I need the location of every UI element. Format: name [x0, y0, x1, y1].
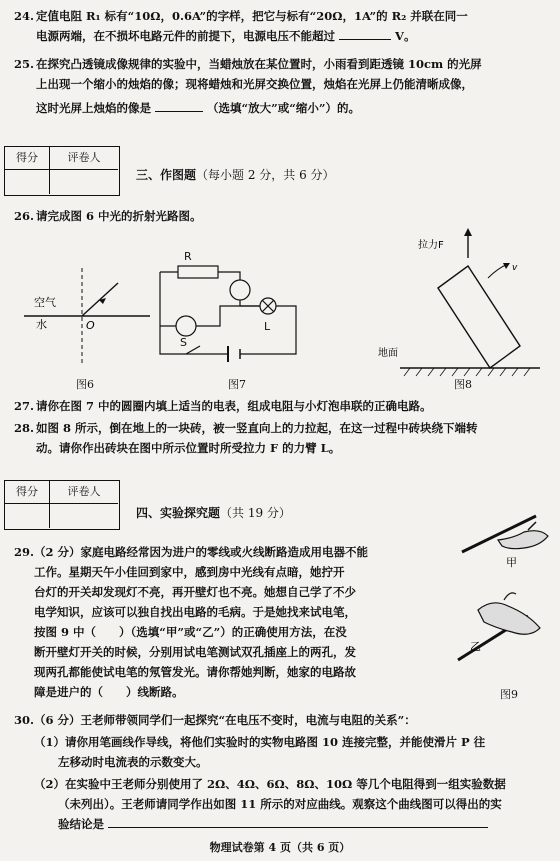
- q29-line1: （2 分）家庭电路经常因为进户的零线或火线断路造成用电器不能: [34, 545, 369, 559]
- fig7-caption: 图7: [228, 378, 246, 391]
- fig6-water-label: 水: [36, 318, 47, 331]
- fig9-yi-label: 乙: [470, 640, 481, 653]
- fig7-switch: [186, 346, 200, 354]
- section-4-title: 四、实验探究题: [136, 506, 221, 520]
- grader-cell[interactable]: [50, 170, 118, 194]
- q30-part2-line3: [58, 816, 488, 832]
- q25-line2: 上出现一个缩小的烛焰的像；现将蜡烛和光屏交换位置，烛焰在光屏上仍能清晰成像，: [36, 77, 473, 91]
- figures-6-7-8: [0, 228, 560, 400]
- q26-number: 26.: [14, 209, 35, 223]
- fig7-l-label: L: [264, 320, 271, 333]
- fig7-meter-circle-left: [176, 316, 196, 336]
- fig7-resistor: [178, 266, 218, 278]
- q28-line2: 动。请你作出砖块在图中所示位置时所受拉力 F 的力臂 L。: [36, 441, 341, 455]
- fig6-origin-label: O: [86, 319, 95, 332]
- q28-number: 28.: [14, 421, 35, 435]
- score-header: 得分: [5, 147, 50, 170]
- q29-number: 29.: [14, 545, 35, 559]
- q29-line7: 现两孔都能使试电笔的氖管发光。请你帮她判断，她家的电路故: [34, 665, 356, 679]
- fig6-incident-ray: [82, 283, 118, 316]
- score-table-1: [4, 146, 120, 196]
- q24-text: 电源两端，在不损坏电路元件的前提下，电源电压不能超过: [36, 29, 335, 43]
- score-header: 得分: [5, 481, 50, 504]
- grader-header: 评卷人: [50, 481, 118, 504]
- fig7-r-label: R: [184, 250, 192, 263]
- q25-text: 这时光屏上烛焰的像是: [36, 101, 151, 115]
- fig9-jia-label: 甲: [506, 556, 517, 569]
- q25-number: 25.: [14, 57, 35, 71]
- fig9-caption: 图9: [500, 688, 518, 701]
- fig6-diagram: [24, 268, 150, 363]
- q30-part2-line2: （未列出）。王老师请同学作出如图 11 所示的对应曲线。观察这个曲线图可以得出的实: [58, 797, 502, 811]
- q29-line3: 台灯的开关却发现灯不亮，再开壁灯也不亮。她想自己学了不少: [34, 585, 356, 599]
- fig6-caption: 图6: [76, 378, 94, 391]
- grader-header: 评卷人: [50, 147, 118, 170]
- q29-line8: 障是进户的（ ）线断路。: [34, 685, 184, 699]
- page-footer: 物理试卷第 4 页（共 6 页）: [209, 841, 351, 854]
- q28-line1: 如图 8 所示，倒在地上的一块砖，被一竖直向上的力拉起，在这一过程中砖块绕下端转: [36, 421, 478, 435]
- q30-part1-line1: （1）请你用笔画线作导线，将他们实验时的实物电路图 10 连接完整，并能使滑片 P 往: [34, 735, 486, 749]
- q30-text: 验结论是: [58, 817, 104, 831]
- fig8-caption: 图8: [454, 378, 472, 391]
- fig9-test-pens: [444, 510, 556, 690]
- q30-number: 30.: [14, 713, 35, 727]
- fig8-force-label: 拉力F: [418, 240, 444, 251]
- q25-answer-blank[interactable]: [155, 100, 203, 112]
- section-4-sub: （共 19 分）: [220, 506, 291, 520]
- q29-line4: 电学知识，应该可以独自找出电路的毛病。于是她找来试电笔，: [34, 605, 356, 619]
- fig8-force-arrow-icon: [464, 228, 472, 236]
- score-cell[interactable]: [5, 170, 50, 194]
- q29-line6: 断开壁灯开关的时候，分别用试电笔测试双孔插座上的两孔，发: [34, 645, 356, 659]
- q29-line2: 工作。星期天午小佳回到家中，感到房中光线有点暗，她拧开: [34, 565, 345, 579]
- q30-intro: （6 分）王老师带领同学们一起探究“在电压不变时，电流与电阻的关系”：: [34, 713, 416, 727]
- fig7-circuit: [160, 250, 296, 362]
- q24-line2: [36, 28, 415, 44]
- grader-cell[interactable]: [50, 504, 118, 528]
- q25-line3: [36, 100, 360, 116]
- section-3-title: 三、作图题: [136, 168, 197, 182]
- q25-text-end: （选填“放大”或“缩小”）的。: [207, 101, 360, 115]
- score-cell[interactable]: [5, 504, 50, 528]
- score-table-2: [4, 480, 120, 530]
- q26-text: 请完成图 6 中光的折射光路图。: [36, 209, 202, 223]
- fig8-ground-label: 地面: [378, 348, 398, 359]
- section-3-sub: （每小题 2 分，共 6 分）: [196, 168, 335, 182]
- section-4-heading: [136, 504, 291, 521]
- q24-answer-blank[interactable]: [339, 28, 391, 40]
- q24-line1: 定值电阻 R₁ 标有“10Ω，0.6A”的字样，把它与标有“20Ω，1A”的 R₂ 并联在同一: [36, 9, 468, 23]
- q24-unit: V。: [395, 29, 416, 43]
- fig8-brick-shape: [438, 266, 520, 368]
- q25-line1: 在探究凸透镜成像规律的实验中，当蜡烛放在某位置时，小雨看到距透镜 10cm 的光屏: [36, 57, 482, 71]
- fig9-pen-jia: [462, 516, 548, 552]
- q30-answer-blank[interactable]: [108, 816, 488, 828]
- q29-line5: 按图 9 中（ ）（选填“甲”或“乙”）的正确使用方法，在没: [34, 625, 347, 639]
- q30-part2-line1: （2）在实验中王老师分别使用了 2Ω、4Ω、6Ω、8Ω、10Ω 等几个电阻得到一组实验数据: [34, 777, 506, 791]
- q24-number: 24.: [14, 9, 35, 23]
- fig8-brick: [378, 228, 540, 376]
- fig8-v-label: v: [512, 263, 518, 273]
- q30-part1-line2: 左移动时电流表的示数变大。: [58, 755, 208, 769]
- fig6-air-label: 空气: [34, 296, 56, 309]
- fig7-s-label: S: [180, 336, 187, 349]
- fig7-meter-circle-top: [230, 280, 250, 300]
- section-3-heading: [136, 166, 335, 183]
- q27-text: 请你在图 7 中的圆圈内填上适当的电表，组成电阻与小灯泡串联的正确电路。: [36, 399, 432, 413]
- q27-number: 27.: [14, 399, 35, 413]
